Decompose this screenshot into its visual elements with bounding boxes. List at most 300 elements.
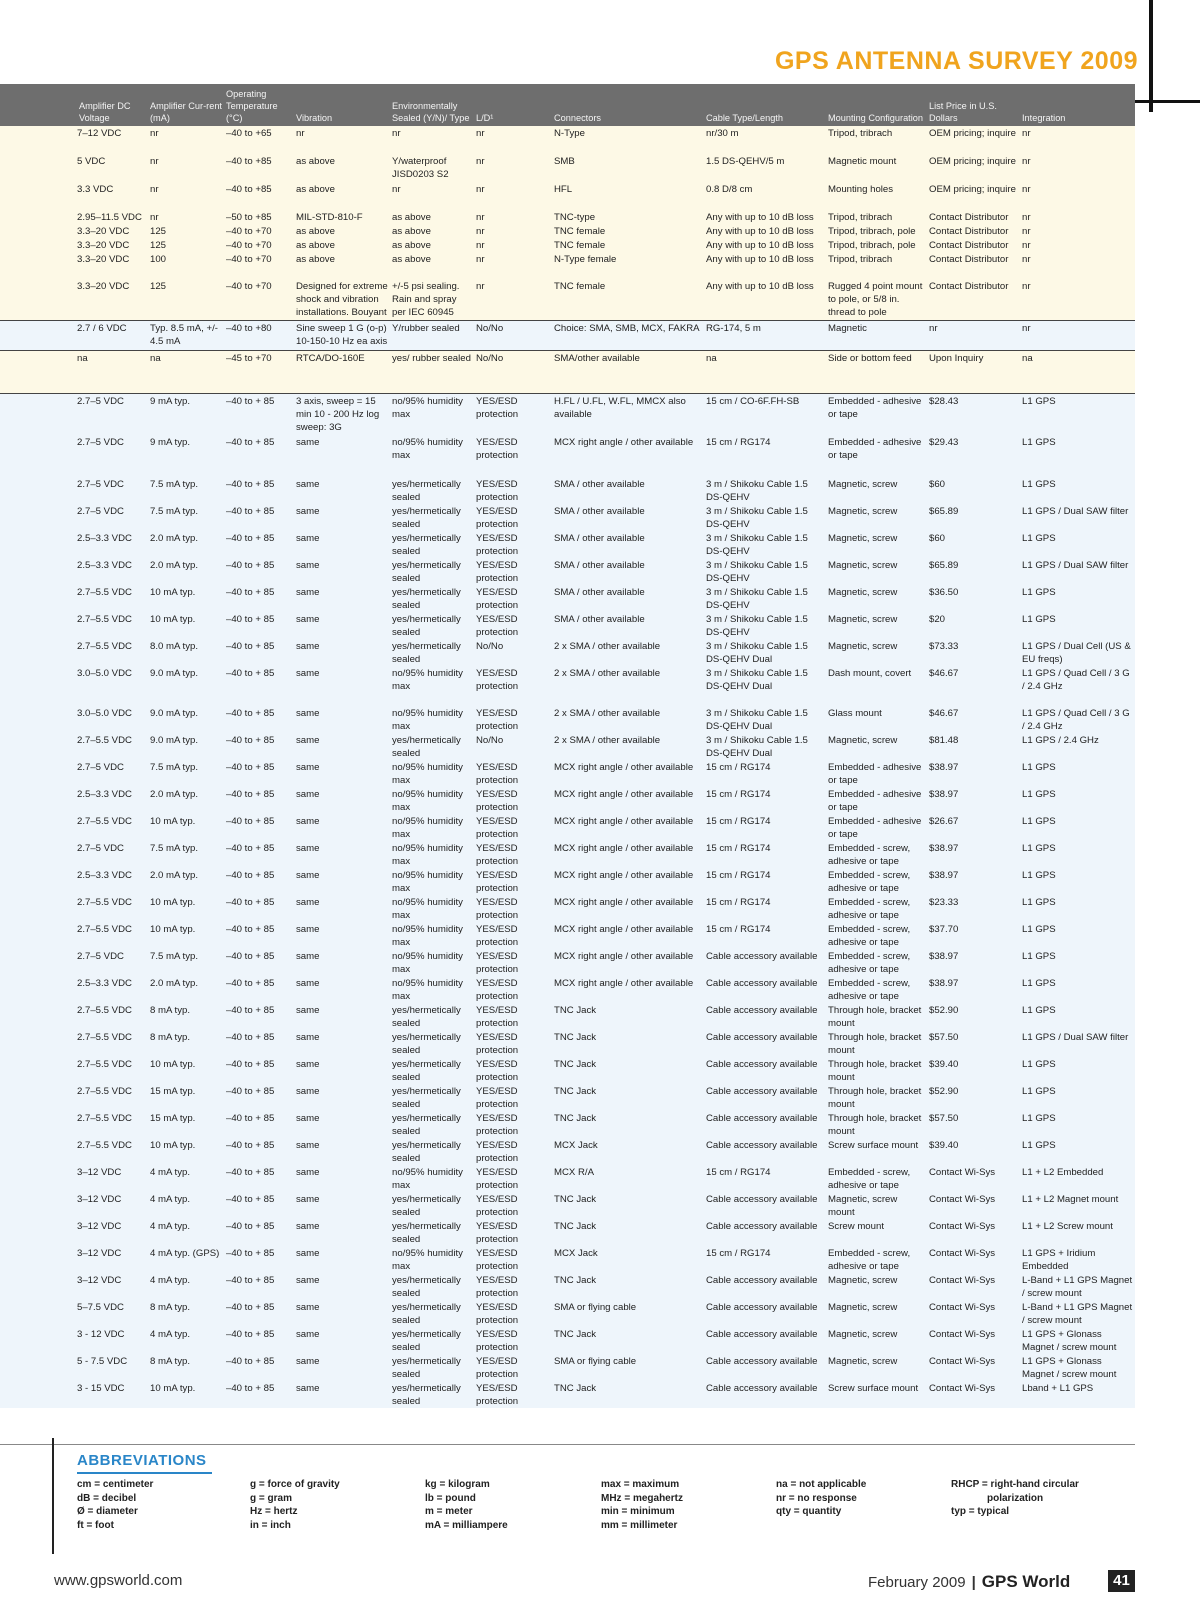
table-row (0, 949, 1135, 976)
table-cell: yes/hermetically sealed (390, 1354, 474, 1381)
table-cell: TNC Jack (552, 1030, 704, 1057)
table-cell: MCX right angle / other available (552, 760, 704, 787)
table-cell: $57.50 (927, 1111, 1020, 1138)
table-row (0, 922, 1135, 949)
abbreviations-column (425, 1478, 508, 1532)
table-cell: 7.5 mA typ. (148, 949, 224, 976)
table-cell: Magnetic, screw (826, 585, 927, 612)
abbreviation-item: m = meter (425, 1506, 473, 1517)
table-cell: Cable accessory available (704, 1381, 826, 1408)
table-cell: L1 GPS (1020, 477, 1135, 504)
table-cell: $38.97 (927, 787, 1020, 814)
table-cell: L1 GPS (1020, 393, 1135, 435)
table-cell: YES/ESD protection (474, 1219, 552, 1246)
table-cell: L1 GPS / 2.4 GHz (1020, 733, 1135, 760)
table-cell: L1 GPS (1020, 895, 1135, 922)
table-cell: 2.95–11.5 VDC (0, 210, 148, 224)
table-cell: –40 to + 85 (224, 1381, 294, 1408)
table-cell: same (294, 1246, 390, 1273)
table-cell: TNC Jack (552, 1327, 704, 1354)
table-cell: 15 cm / RG174 (704, 787, 826, 814)
table-cell: YES/ESD protection (474, 1192, 552, 1219)
table-cell: Upon Inquiry (927, 350, 1020, 393)
abbreviation-item: qty = quantity (776, 1506, 842, 1517)
table-cell: no/95% humidity max (390, 787, 474, 814)
table-cell: SMA / other available (552, 612, 704, 639)
table-cell: same (294, 949, 390, 976)
table-cell: same (294, 612, 390, 639)
table-cell: 2.0 mA typ. (148, 976, 224, 1003)
table-cell: Cable accessory available (704, 1057, 826, 1084)
table-cell: –40 to +70 (224, 252, 294, 279)
table-cell: YES/ESD protection (474, 868, 552, 895)
table-cell: YES/ESD protection (474, 1138, 552, 1165)
table-header-cell: Environmentally Sealed (Y/N)/ Type (390, 84, 474, 126)
table-cell: MCX right angle / other available (552, 868, 704, 895)
table-cell: 3.3–20 VDC (0, 252, 148, 279)
table-cell: $60 (927, 477, 1020, 504)
table-row (0, 814, 1135, 841)
table-cell: OEM pricing; inquire (927, 154, 1020, 182)
table-cell: TNC Jack (552, 1057, 704, 1084)
table-cell: –40 to +70 (224, 279, 294, 320)
table-cell: SMA/other available (552, 350, 704, 393)
table-cell: 3 m / Shikoku Cable 1.5 DS-QEHV (704, 477, 826, 504)
table-cell: na (148, 350, 224, 393)
table-cell: L1 GPS (1020, 531, 1135, 558)
table-cell: nr (1020, 182, 1135, 210)
abbreviation-item: min = minimum (601, 1506, 675, 1517)
table-cell: 10 mA typ. (148, 1381, 224, 1408)
table-cell: Any with up to 10 dB loss (704, 238, 826, 252)
table-cell: as above (390, 252, 474, 279)
table-row (0, 976, 1135, 1003)
table-row (0, 1219, 1135, 1246)
table-cell: nr (1020, 252, 1135, 279)
table-cell: yes/hermetically sealed (390, 1030, 474, 1057)
table-cell: 125 (148, 279, 224, 320)
table-cell: $23.33 (927, 895, 1020, 922)
table-row (0, 154, 1135, 182)
table-cell: 3 m / Shikoku Cable 1.5 DS-QEHV Dual (704, 666, 826, 706)
table-row (0, 760, 1135, 787)
table-cell: Dash mount, covert (826, 666, 927, 706)
abbreviation-item: na = not applicable (776, 1479, 867, 1490)
table-cell: Through hole, bracket mount (826, 1057, 927, 1084)
table-cell: –40 to + 85 (224, 814, 294, 841)
table-cell: TNC Jack (552, 1084, 704, 1111)
table-cell: 15 mA typ. (148, 1084, 224, 1111)
table-header-row (0, 84, 1135, 126)
table-cell: yes/ rubber sealed (390, 350, 474, 393)
table-cell: Cable accessory available (704, 1273, 826, 1300)
table-cell: 9.0 mA typ. (148, 733, 224, 760)
table-cell: Embedded - screw, adhesive or tape (826, 922, 927, 949)
table-cell: Mounting holes (826, 182, 927, 210)
table-cell: Embedded - adhesive or tape (826, 393, 927, 435)
table-cell: –40 to + 85 (224, 1354, 294, 1381)
table-cell: $36.50 (927, 585, 1020, 612)
table-row (0, 477, 1135, 504)
abbreviations-column (951, 1478, 1079, 1519)
table-cell: YES/ESD protection (474, 666, 552, 706)
table-cell: 2.0 mA typ. (148, 531, 224, 558)
table-cell: –40 to + 85 (224, 435, 294, 477)
table-cell: SMA / other available (552, 504, 704, 531)
table-cell: 2.7–5.5 VDC (0, 814, 148, 841)
table-cell: TNC Jack (552, 1192, 704, 1219)
table-cell: 3 m / Shikoku Cable 1.5 DS-QEHV Dual (704, 706, 826, 733)
table-cell: YES/ESD protection (474, 1030, 552, 1057)
table-row (0, 612, 1135, 639)
page-number: 41 (1108, 1570, 1135, 1592)
table-cell: no/95% humidity max (390, 949, 474, 976)
table-cell: 2.7–5.5 VDC (0, 1003, 148, 1030)
table-cell: 8.0 mA typ. (148, 639, 224, 666)
table-row (0, 238, 1135, 252)
table-cell: 2.7–5.5 VDC (0, 895, 148, 922)
table-cell: Magnetic, screw (826, 1273, 927, 1300)
table-cell: as above (390, 224, 474, 238)
table-cell: 3 m / Shikoku Cable 1.5 DS-QEHV (704, 504, 826, 531)
table-cell: 3.3 VDC (0, 182, 148, 210)
table-row (0, 841, 1135, 868)
table-cell: Cable accessory available (704, 1084, 826, 1111)
table-cell: nr (927, 320, 1020, 350)
table-cell: Rugged 4 point mount to pole, or 5/8 in. thread to pole (826, 279, 927, 320)
table-cell: 3 - 15 VDC (0, 1381, 148, 1408)
table-cell: –45 to +70 (224, 350, 294, 393)
table-cell: L1 GPS (1020, 612, 1135, 639)
table-cell: YES/ESD protection (474, 787, 552, 814)
table-cell: Contact Distributor (927, 224, 1020, 238)
abbreviations-column (250, 1478, 340, 1532)
table-cell: Embedded - adhesive or tape (826, 760, 927, 787)
table-cell: Cable accessory available (704, 949, 826, 976)
table-cell: 10 mA typ. (148, 895, 224, 922)
table-cell: 2.7–5.5 VDC (0, 1138, 148, 1165)
table-cell: RTCA/DO-160E (294, 350, 390, 393)
table-cell: $65.89 (927, 504, 1020, 531)
table-cell: 9.0 mA typ. (148, 706, 224, 733)
table-cell: 4 mA typ. (148, 1327, 224, 1354)
table-cell: L1 + L2 Magnet mount (1020, 1192, 1135, 1219)
table-row (0, 1165, 1135, 1192)
table-cell: L1 GPS (1020, 1057, 1135, 1084)
table-cell: 15 mA typ. (148, 1111, 224, 1138)
table-cell: 2.5–3.3 VDC (0, 787, 148, 814)
table-cell: Contact Distributor (927, 252, 1020, 279)
table-cell: Sine sweep 1 G (o-p) 10-150-10 Hz ea axis (294, 320, 390, 350)
table-cell: Typ. 8.5 mA, +/- 4.5 mA (148, 320, 224, 350)
table-cell: no/95% humidity max (390, 814, 474, 841)
table-cell: 125 (148, 224, 224, 238)
table-cell: nr (1020, 238, 1135, 252)
table-cell: Y/waterproof JISD0203 S2 (390, 154, 474, 182)
table-cell: nr/30 m (704, 126, 826, 154)
table-cell: MCX right angle / other available (552, 787, 704, 814)
table-row (0, 1084, 1135, 1111)
table-cell: –40 to + 85 (224, 895, 294, 922)
table-cell: Side or bottom feed (826, 350, 927, 393)
table-cell: 15 cm / RG174 (704, 895, 826, 922)
abbreviation-item: mm = millimeter (601, 1519, 678, 1531)
table-cell: 15 cm / RG174 (704, 868, 826, 895)
table-cell: L-Band + L1 GPS Magnet / screw mount (1020, 1300, 1135, 1327)
abbreviations-title: ABBREVIATIONS (77, 1452, 207, 1469)
table-cell: YES/ESD protection (474, 612, 552, 639)
table-cell: Through hole, bracket mount (826, 1111, 927, 1138)
table-cell: 10 mA typ. (148, 814, 224, 841)
table-cell: 3.0–5.0 VDC (0, 706, 148, 733)
table-cell: Screw mount (826, 1219, 927, 1246)
table-cell: 5 VDC (0, 154, 148, 182)
table-cell: YES/ESD protection (474, 1111, 552, 1138)
table-cell: no/95% humidity max (390, 841, 474, 868)
table-header-cell: Operating Temperature (°C) (224, 84, 294, 126)
table-cell: 8 mA typ. (148, 1354, 224, 1381)
abbreviation-item: RHCP = right-hand circular (951, 1479, 1079, 1490)
table-cell: 3 m / Shikoku Cable 1.5 DS-QEHV (704, 531, 826, 558)
table-cell: same (294, 1327, 390, 1354)
table-cell: 3 m / Shikoku Cable 1.5 DS-QEHV Dual (704, 733, 826, 760)
table-cell: RG-174, 5 m (704, 320, 826, 350)
table-cell: 10 mA typ. (148, 922, 224, 949)
table-cell: L1 GPS (1020, 787, 1135, 814)
table-cell: Glass mount (826, 706, 927, 733)
table-cell: same (294, 787, 390, 814)
table-cell: nr (1020, 224, 1135, 238)
table-cell: 3–12 VDC (0, 1273, 148, 1300)
table-cell: $38.97 (927, 868, 1020, 895)
table-cell: 2.5–3.3 VDC (0, 868, 148, 895)
table-cell: YES/ESD protection (474, 1057, 552, 1084)
table-cell: Embedded - screw, adhesive or tape (826, 1246, 927, 1273)
table-cell: Contact Distributor (927, 279, 1020, 320)
table-row (0, 639, 1135, 666)
table-cell: MCX right angle / other available (552, 922, 704, 949)
table-cell: no/95% humidity max (390, 922, 474, 949)
abbreviations-column (77, 1478, 153, 1532)
table-cell: MCX right angle / other available (552, 435, 704, 477)
table-cell: same (294, 477, 390, 504)
table-cell: Contact Wi-Sys (927, 1300, 1020, 1327)
table-cell: nr (474, 210, 552, 224)
footer-issue (868, 1572, 1070, 1592)
table-cell: yes/hermetically sealed (390, 1219, 474, 1246)
table-header-cell: List Price in U.S. Dollars (927, 84, 1020, 126)
table-cell: Magnetic, screw (826, 1300, 927, 1327)
abbreviation-item: g = force of gravity (250, 1479, 340, 1490)
table-row (0, 1381, 1135, 1408)
table-cell: Embedded - screw, adhesive or tape (826, 949, 927, 976)
table-cell: YES/ESD protection (474, 558, 552, 585)
table-cell: –40 to + 85 (224, 477, 294, 504)
table-row (0, 252, 1135, 279)
table-cell: yes/hermetically sealed (390, 1057, 474, 1084)
table-cell: nr (474, 154, 552, 182)
table-cell: L1 GPS (1020, 949, 1135, 976)
table-cell: YES/ESD protection (474, 435, 552, 477)
table-row (0, 1111, 1135, 1138)
table-cell: Magnetic, screw (826, 1354, 927, 1381)
table-row (0, 666, 1135, 706)
table-row (0, 224, 1135, 238)
table-cell: L1 + L2 Embedded (1020, 1165, 1135, 1192)
table-cell: Cable accessory available (704, 976, 826, 1003)
table-cell: Tripod, tribrach (826, 210, 927, 224)
table-row (0, 1300, 1135, 1327)
table-row (0, 706, 1135, 733)
table-cell: –40 to + 85 (224, 612, 294, 639)
table-cell: Magnetic, screw (826, 612, 927, 639)
table-cell: same (294, 435, 390, 477)
table-cell: 15 cm / CO-6F.FH-SB (704, 393, 826, 435)
table-cell: nr (390, 126, 474, 154)
table-cell: +/-5 psi sealing. Rain and spray per IEC 60945 (390, 279, 474, 320)
table-cell: same (294, 922, 390, 949)
table-cell: nr (1020, 279, 1135, 320)
table-cell: Tripod, tribrach (826, 126, 927, 154)
table-cell: Tripod, tribrach (826, 252, 927, 279)
table-cell: $52.90 (927, 1003, 1020, 1030)
table-cell: 15 cm / RG174 (704, 841, 826, 868)
table-cell: 2.7–5 VDC (0, 477, 148, 504)
table-cell: –40 to + 85 (224, 558, 294, 585)
table-cell: Contact Wi-Sys (927, 1381, 1020, 1408)
table-cell: Cable accessory available (704, 1219, 826, 1246)
table-cell: –40 to + 85 (224, 733, 294, 760)
table-cell: –40 to + 85 (224, 922, 294, 949)
table-cell: –40 to + 85 (224, 1057, 294, 1084)
table-cell: –40 to + 85 (224, 531, 294, 558)
table-cell: YES/ESD protection (474, 976, 552, 1003)
abbreviations-vertical-rule (52, 1438, 54, 1554)
table-cell: Cable accessory available (704, 1138, 826, 1165)
table-cell: $52.90 (927, 1084, 1020, 1111)
table-cell: L1 GPS (1020, 1111, 1135, 1138)
table-cell: $39.40 (927, 1057, 1020, 1084)
abbreviation-item: g = gram (250, 1492, 292, 1504)
table-cell: No/No (474, 350, 552, 393)
table-cell: 2 x SMA / other available (552, 733, 704, 760)
table-header-cell: Vibration (294, 84, 390, 126)
table-row (0, 393, 1135, 435)
table-cell: 2.5–3.3 VDC (0, 976, 148, 1003)
abbreviation-item: typ = typical (951, 1506, 1010, 1517)
table-cell: MCX right angle / other available (552, 841, 704, 868)
table-cell: $29.43 (927, 435, 1020, 477)
table-cell: 2.7–5.5 VDC (0, 1111, 148, 1138)
table-cell: no/95% humidity max (390, 706, 474, 733)
table-cell: Any with up to 10 dB loss (704, 224, 826, 238)
table-cell: YES/ESD protection (474, 1327, 552, 1354)
table-cell: 2.7–5.5 VDC (0, 639, 148, 666)
table-cell: yes/hermetically sealed (390, 1273, 474, 1300)
table-cell: TNC Jack (552, 1273, 704, 1300)
table-cell: yes/hermetically sealed (390, 1381, 474, 1408)
table-cell: Embedded - adhesive or tape (826, 814, 927, 841)
table-cell: HFL (552, 182, 704, 210)
table-header-cell: L/D¹ (474, 84, 552, 126)
table-cell: –40 to + 85 (224, 787, 294, 814)
table-cell: Choice: SMA, SMB, MCX, FAKRA (552, 320, 704, 350)
table-cell: yes/hermetically sealed (390, 1192, 474, 1219)
table-cell: same (294, 504, 390, 531)
table-cell: –40 to + 85 (224, 666, 294, 706)
table-cell: –40 to +70 (224, 224, 294, 238)
table-cell: 3–12 VDC (0, 1165, 148, 1192)
table-cell: no/95% humidity max (390, 435, 474, 477)
table-cell: 8 mA typ. (148, 1030, 224, 1057)
table-cell: Embedded - screw, adhesive or tape (826, 1165, 927, 1192)
table-cell: same (294, 1381, 390, 1408)
table-cell: YES/ESD protection (474, 1084, 552, 1111)
table-cell: same (294, 1003, 390, 1030)
table-cell: 2.7–5 VDC (0, 435, 148, 477)
footer-date: February 2009 (868, 1574, 966, 1591)
table-row (0, 320, 1135, 350)
table-cell: same (294, 868, 390, 895)
abbreviation-item: kg = kilogram (425, 1479, 490, 1490)
table-cell: yes/hermetically sealed (390, 504, 474, 531)
table-cell: 10 mA typ. (148, 1057, 224, 1084)
table-cell: Cable accessory available (704, 1354, 826, 1381)
table-cell: –40 to +80 (224, 320, 294, 350)
table-row (0, 1246, 1135, 1273)
table-cell: Screw surface mount (826, 1381, 927, 1408)
table-cell: L1 + L2 Screw mount (1020, 1219, 1135, 1246)
table-cell: –40 to +70 (224, 238, 294, 252)
table-cell: –40 to + 85 (224, 1219, 294, 1246)
table-cell: Contact Wi-Sys (927, 1327, 1020, 1354)
table-row (0, 182, 1135, 210)
table-cell: na (704, 350, 826, 393)
table-row (0, 558, 1135, 585)
table-cell: TNC-type (552, 210, 704, 224)
abbreviation-item: nr = no response (776, 1492, 857, 1504)
table-cell: Magnetic mount (826, 154, 927, 182)
table-cell: Tripod, tribrach, pole (826, 224, 927, 238)
table-cell: same (294, 666, 390, 706)
table-cell: 3.3–20 VDC (0, 238, 148, 252)
table-cell: Through hole, bracket mount (826, 1003, 927, 1030)
table-cell: SMA / other available (552, 531, 704, 558)
table-cell: Contact Wi-Sys (927, 1192, 1020, 1219)
table-cell: yes/hermetically sealed (390, 477, 474, 504)
table-cell: nr (474, 224, 552, 238)
table-cell: Cable accessory available (704, 1192, 826, 1219)
table-cell: SMB (552, 154, 704, 182)
table-cell: as above (390, 238, 474, 252)
table-cell: same (294, 639, 390, 666)
table-cell: nr (474, 182, 552, 210)
table-cell: YES/ESD protection (474, 585, 552, 612)
table-row (0, 1030, 1135, 1057)
table-row (0, 1192, 1135, 1219)
table-cell: Cable accessory available (704, 1300, 826, 1327)
table-cell: no/95% humidity max (390, 895, 474, 922)
table-cell: 10 mA typ. (148, 612, 224, 639)
table-cell: 4 mA typ. (GPS) (148, 1246, 224, 1273)
table-cell: Embedded - adhesive or tape (826, 435, 927, 477)
table-cell: YES/ESD protection (474, 841, 552, 868)
table-cell: L1 GPS (1020, 841, 1135, 868)
table-cell: Magnetic, screw (826, 1327, 927, 1354)
table-cell: as above (294, 252, 390, 279)
table-cell: 7.5 mA typ. (148, 504, 224, 531)
table-cell: 2 x SMA / other available (552, 639, 704, 666)
